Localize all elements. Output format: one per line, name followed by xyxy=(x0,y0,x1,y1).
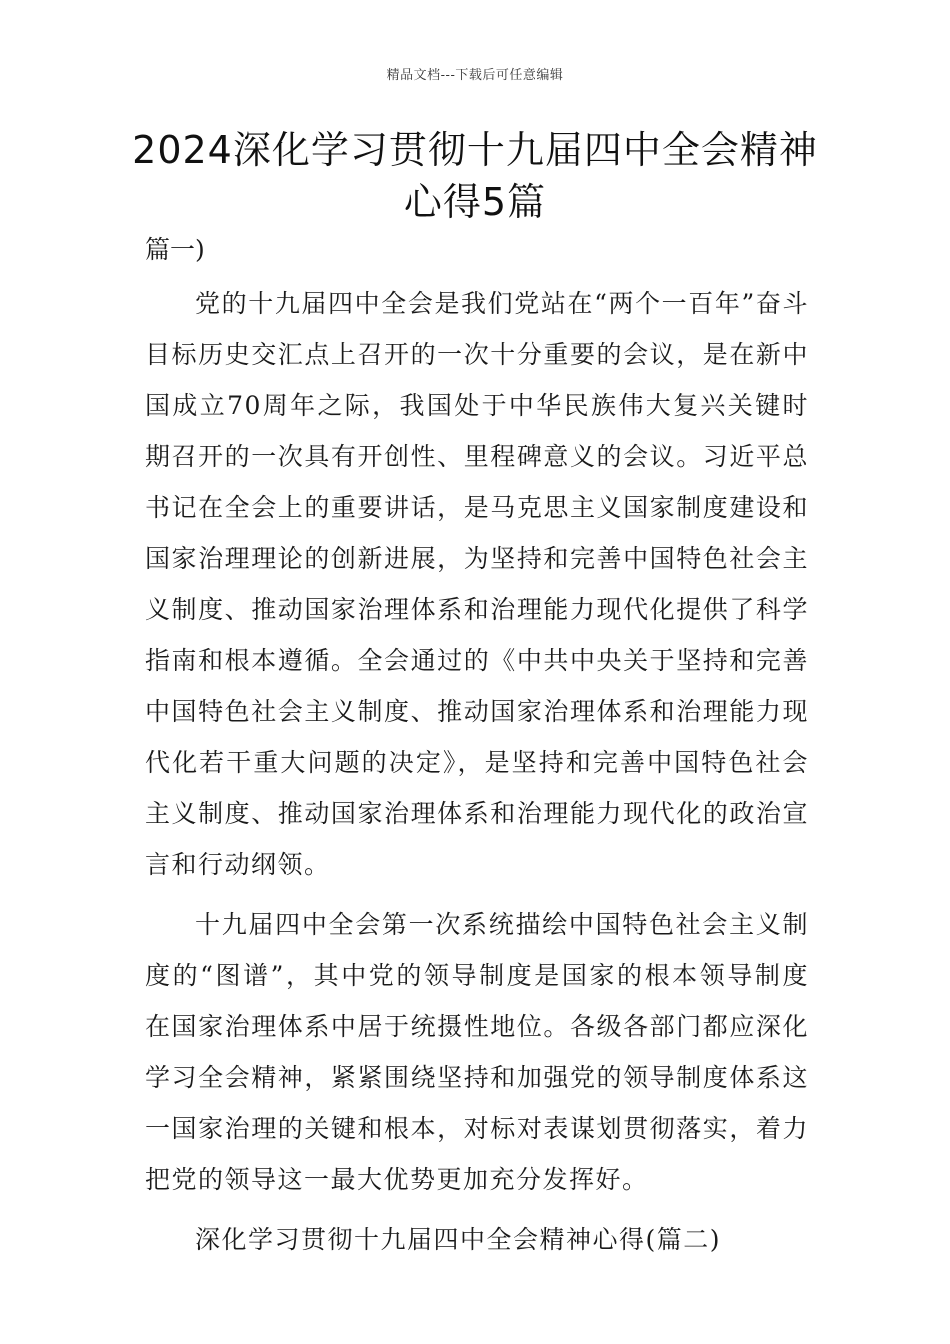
paragraph: 十九届四中全会第一次系统描绘中国特色社会主义制度的“图谱”，其中党的领导制度是国家的根本领导制度在国家治理体系中居于统摄性地位。各级各部门都应深化学习全会精神，紧紧围绕坚持和加强党的领导制度体系这一国家治理的关键和根本，对标对表谋划贯彻落实，着力把党的领导这一最大优势更加充分发挥好。 xyxy=(145,910,809,1194)
section-label: 篇一) xyxy=(145,235,205,264)
paragraph: 党的十九届四中全会是我们党站在“两个一百年”奋斗目标历史交汇点上召开的一次十分重要的会议，是在新中国成立70周年之际，我国处于中华民族伟大复兴关键时期召开的一次具有开创性、里程碑意义的会议。习近平总书记在全会上的重要讲话，是马克思主义国家制度建设和国家治理理论的创新进展，为坚持和完善中国特色社会主义制度、推动国家治理体系和治理能力现代化提供了科学指南和根本遵循。全会通过的《中共中央关于坚持和完善中国特色社会主义制度、推动国家治理体系和治理能力现代化若干重大问题的决定》，是坚持和完善中国特色社会主义制度、推动国家治理体系和治理能力现代化的政治宣言和行动纲领。 xyxy=(145,289,809,879)
document-body xyxy=(145,278,809,1274)
header-note: 精品文档---下载后可任意编辑 xyxy=(386,68,564,83)
paragraph: 深化学习贯彻十九届四中全会精神心得(篇二) xyxy=(195,1225,722,1254)
document-title: 2024深化学习贯彻十九届四中全会精神心得5篇 xyxy=(132,128,818,224)
